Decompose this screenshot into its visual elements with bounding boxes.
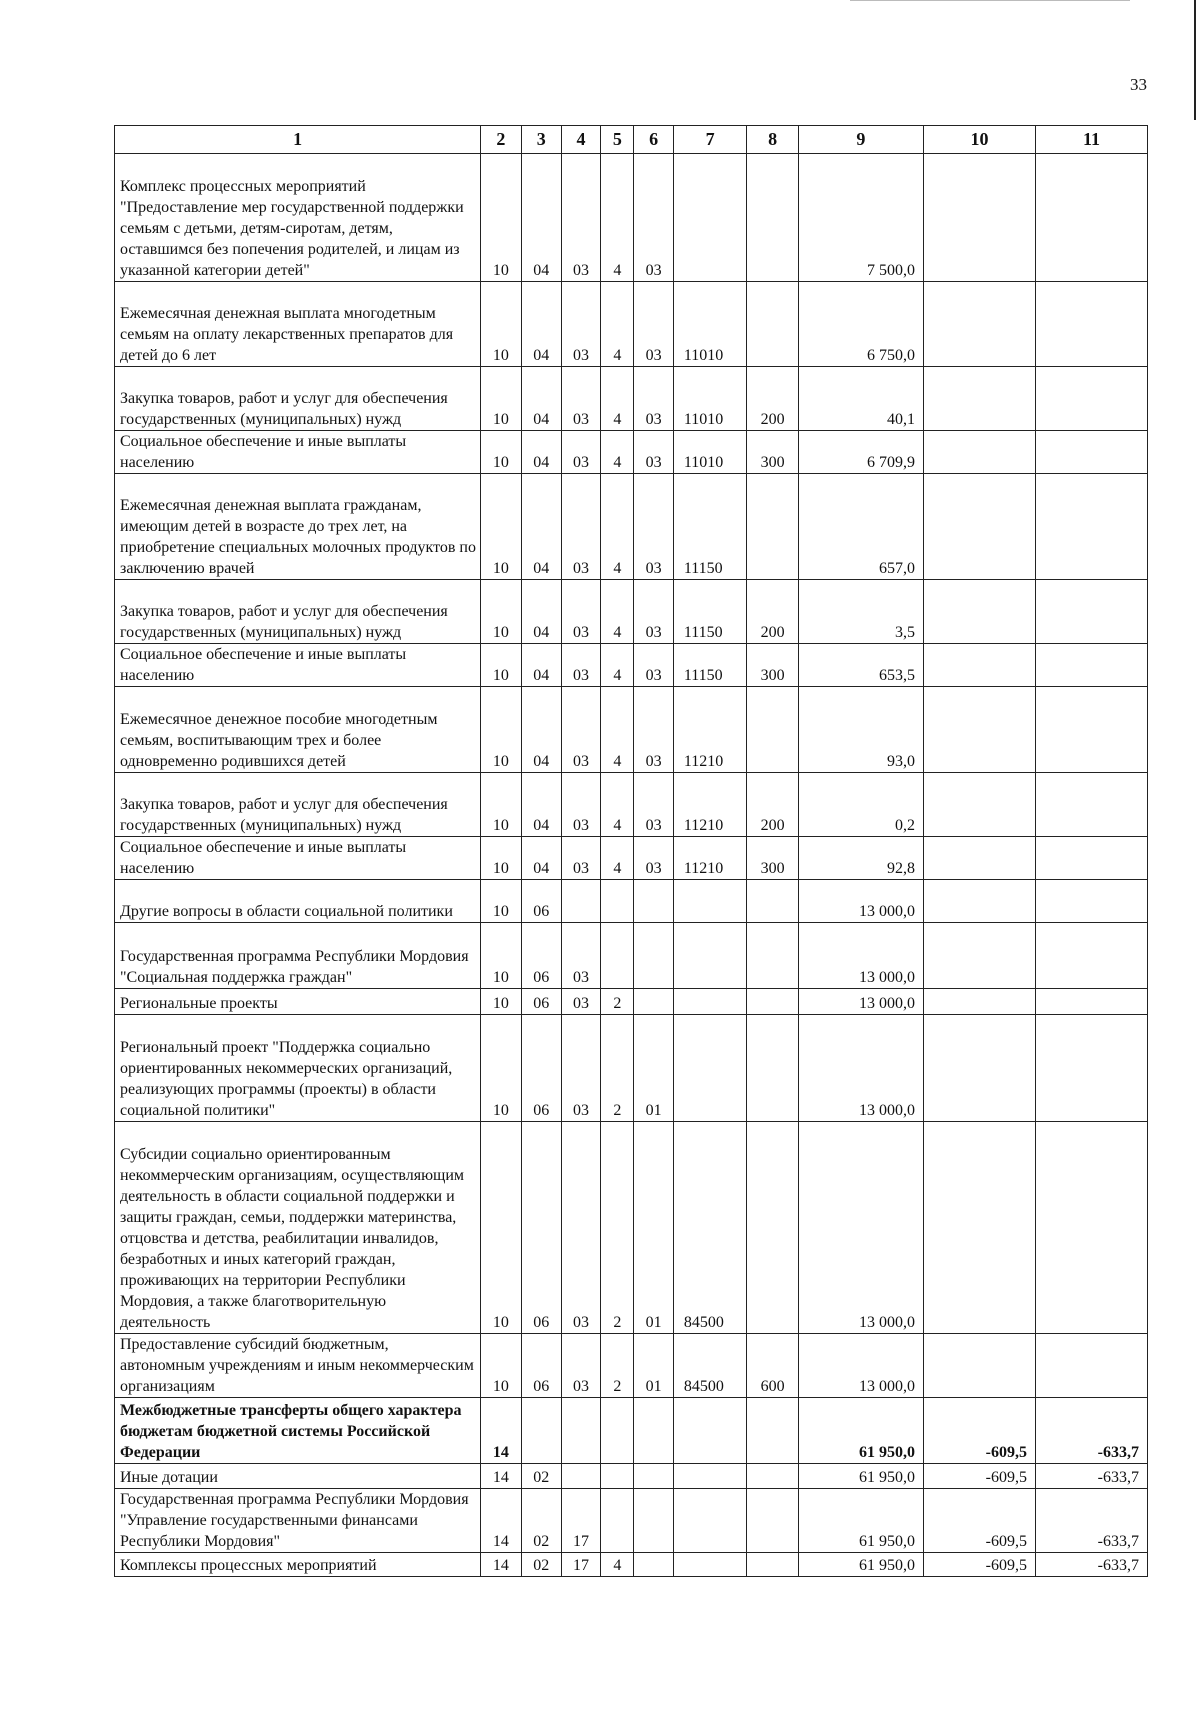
amount-cell: 6 709,9 [798, 431, 923, 474]
expense-type-cell [747, 1553, 798, 1577]
change-cell [1035, 644, 1147, 687]
change-cell [923, 1015, 1035, 1122]
change-cell: -633,7 [1035, 1398, 1147, 1464]
direction-code-cell: 11210 [673, 773, 747, 837]
change-cell [923, 923, 1035, 989]
direction-code-cell [673, 989, 747, 1015]
expense-type-cell: 300 [747, 837, 798, 880]
subsection-code-cell [521, 1398, 561, 1464]
structure-code-cell: 4 [601, 1553, 634, 1577]
change-cell [1035, 880, 1147, 923]
amount-cell: 653,5 [798, 644, 923, 687]
table-row [115, 1553, 1148, 1577]
subprogram-code-cell: 03 [634, 474, 673, 580]
subprogram-code-cell [634, 989, 673, 1015]
subsection-code-cell: 06 [521, 1334, 561, 1398]
section-code-cell: 14 [481, 1553, 521, 1577]
direction-code-cell [673, 923, 747, 989]
structure-code-cell: 4 [601, 837, 634, 880]
table-row [115, 1334, 1148, 1398]
amount-cell: 13 000,0 [798, 923, 923, 989]
table-row [115, 154, 1148, 282]
subprogram-code-cell [634, 1553, 673, 1577]
structure-code-cell [601, 1489, 634, 1553]
subsection-code-cell: 04 [521, 687, 561, 773]
structure-code-cell: 4 [601, 580, 634, 644]
subsection-code-cell: 04 [521, 474, 561, 580]
column-header: 7 [673, 126, 747, 154]
amount-cell: 61 950,0 [798, 1489, 923, 1553]
subprogram-code-cell: 03 [634, 773, 673, 837]
direction-code-cell [673, 154, 747, 282]
expense-type-cell [747, 687, 798, 773]
subprogram-code-cell [634, 1398, 673, 1464]
change-cell [923, 880, 1035, 923]
section-code-cell: 10 [481, 1122, 521, 1334]
column-header: 6 [634, 126, 673, 154]
change-cell [923, 367, 1035, 431]
change-cell [923, 1122, 1035, 1334]
expense-type-cell [747, 1464, 798, 1489]
change-cell [923, 474, 1035, 580]
row-name-cell: Региональные проекты [115, 989, 481, 1015]
subsection-code-cell: 04 [521, 367, 561, 431]
amount-cell: 93,0 [798, 687, 923, 773]
subsection-code-cell: 04 [521, 773, 561, 837]
section-code-cell: 10 [481, 837, 521, 880]
structure-code-cell: 2 [601, 989, 634, 1015]
section-code-cell: 10 [481, 580, 521, 644]
structure-code-cell: 4 [601, 773, 634, 837]
expense-type-cell [747, 1489, 798, 1553]
change-cell [923, 837, 1035, 880]
section-code-cell: 10 [481, 1334, 521, 1398]
budget-table [114, 125, 1148, 1577]
change-cell [1035, 474, 1147, 580]
row-name-cell: Государственная программа Республики Мордовия "Социальная поддержка граждан" [115, 923, 481, 989]
change-cell [923, 989, 1035, 1015]
table-row [115, 687, 1148, 773]
structure-code-cell [601, 1464, 634, 1489]
row-name-cell: Ежемесячная денежная выплата гражданам, имеющим детей в возрасте до трех лет, на приобретение специальных молочных продуктов по заключению врачей [115, 474, 481, 580]
subsection-code-cell: 02 [521, 1464, 561, 1489]
table-body [115, 154, 1148, 1577]
row-name-cell: Ежемесячное денежное пособие многодетным семьям, воспитывающим трех и более одновременно родившихся детей [115, 687, 481, 773]
expense-type-cell [747, 1398, 798, 1464]
direction-code-cell: 11150 [673, 580, 747, 644]
column-header: 9 [798, 126, 923, 154]
structure-code-cell: 4 [601, 154, 634, 282]
program-code-cell: 03 [561, 1334, 600, 1398]
row-name-cell: Другие вопросы в области социальной политики [115, 880, 481, 923]
expense-type-cell: 300 [747, 644, 798, 687]
section-code-cell: 10 [481, 1015, 521, 1122]
direction-code-cell: 11150 [673, 644, 747, 687]
change-cell [1035, 989, 1147, 1015]
program-code-cell [561, 880, 600, 923]
subsection-code-cell: 06 [521, 989, 561, 1015]
subsection-code-cell: 04 [521, 282, 561, 367]
subprogram-code-cell [634, 880, 673, 923]
column-header: 1 [115, 126, 481, 154]
section-code-cell: 10 [481, 282, 521, 367]
program-code-cell: 03 [561, 282, 600, 367]
amount-cell: 61 950,0 [798, 1398, 923, 1464]
subprogram-code-cell [634, 1464, 673, 1489]
table-row [115, 1015, 1148, 1122]
change-cell: -633,7 [1035, 1464, 1147, 1489]
structure-code-cell [601, 1398, 634, 1464]
expense-type-cell [747, 282, 798, 367]
row-name-cell: Комплексы процессных мероприятий [115, 1553, 481, 1577]
amount-cell: 13 000,0 [798, 880, 923, 923]
row-name-cell: Комплекс процессных мероприятий "Предоставление мер государственной поддержки семьям с детьми, детям-сиротам, детям, оставшимся без попечения родителей, и лицам из указанной категории детей" [115, 154, 481, 282]
change-cell: -609,5 [923, 1398, 1035, 1464]
subprogram-code-cell: 03 [634, 154, 673, 282]
table-row [115, 1489, 1148, 1553]
change-cell [1035, 773, 1147, 837]
change-cell [1035, 431, 1147, 474]
subprogram-code-cell: 03 [634, 431, 673, 474]
amount-cell: 61 950,0 [798, 1464, 923, 1489]
program-code-cell [561, 1398, 600, 1464]
direction-code-cell [673, 1553, 747, 1577]
table-header-row [115, 126, 1148, 154]
table-row [115, 1398, 1148, 1464]
direction-code-cell: 84500 [673, 1122, 747, 1334]
change-cell [1035, 1334, 1147, 1398]
row-name-cell: Закупка товаров, работ и услуг для обеспечения государственных (муниципальных) нужд [115, 773, 481, 837]
change-cell [1035, 580, 1147, 644]
section-code-cell: 10 [481, 773, 521, 837]
section-code-cell: 10 [481, 431, 521, 474]
subsection-code-cell: 02 [521, 1553, 561, 1577]
amount-cell: 13 000,0 [798, 1015, 923, 1122]
table-row [115, 431, 1148, 474]
program-code-cell: 03 [561, 580, 600, 644]
program-code-cell: 03 [561, 474, 600, 580]
structure-code-cell: 4 [601, 367, 634, 431]
column-header: 10 [923, 126, 1035, 154]
change-cell [1035, 687, 1147, 773]
section-code-cell: 10 [481, 474, 521, 580]
section-code-cell: 14 [481, 1398, 521, 1464]
table-row [115, 580, 1148, 644]
direction-code-cell: 11010 [673, 367, 747, 431]
expense-type-cell: 200 [747, 580, 798, 644]
change-cell [1035, 1015, 1147, 1122]
expense-type-cell: 200 [747, 367, 798, 431]
direction-code-cell: 11010 [673, 431, 747, 474]
subprogram-code-cell [634, 1489, 673, 1553]
program-code-cell: 03 [561, 1015, 600, 1122]
table-row [115, 644, 1148, 687]
subprogram-code-cell: 03 [634, 837, 673, 880]
change-cell: -633,7 [1035, 1553, 1147, 1577]
structure-code-cell: 4 [601, 644, 634, 687]
column-header: 5 [601, 126, 634, 154]
section-code-cell: 10 [481, 154, 521, 282]
table-row [115, 837, 1148, 880]
change-cell: -609,5 [923, 1553, 1035, 1577]
row-name-cell: Межбюджетные трансферты общего характера бюджетам бюджетной системы Российской Федерации [115, 1398, 481, 1464]
subsection-code-cell: 06 [521, 1122, 561, 1334]
expense-type-cell [747, 923, 798, 989]
row-name-cell: Социальное обеспечение и иные выплаты населению [115, 837, 481, 880]
subsection-code-cell: 04 [521, 431, 561, 474]
program-code-cell: 03 [561, 644, 600, 687]
program-code-cell: 03 [561, 923, 600, 989]
table-row [115, 773, 1148, 837]
structure-code-cell: 4 [601, 687, 634, 773]
change-cell [923, 431, 1035, 474]
structure-code-cell: 4 [601, 431, 634, 474]
program-code-cell: 17 [561, 1489, 600, 1553]
program-code-cell [561, 1464, 600, 1489]
row-name-cell: Государственная программа Республики Мордовия "Управление государственными финансами Республики Мордовия" [115, 1489, 481, 1553]
amount-cell: 61 950,0 [798, 1553, 923, 1577]
table-row [115, 367, 1148, 431]
column-header: 4 [561, 126, 600, 154]
expense-type-cell: 200 [747, 773, 798, 837]
section-code-cell: 10 [481, 687, 521, 773]
expense-type-cell [747, 1122, 798, 1334]
amount-cell: 13 000,0 [798, 1122, 923, 1334]
subsection-code-cell: 04 [521, 580, 561, 644]
section-code-cell: 10 [481, 923, 521, 989]
change-cell [1035, 837, 1147, 880]
change-cell: -609,5 [923, 1489, 1035, 1553]
program-code-cell: 03 [561, 154, 600, 282]
subprogram-code-cell: 03 [634, 282, 673, 367]
structure-code-cell: 2 [601, 1334, 634, 1398]
change-cell [923, 773, 1035, 837]
program-code-cell: 03 [561, 837, 600, 880]
section-code-cell: 14 [481, 1464, 521, 1489]
row-name-cell: Закупка товаров, работ и услуг для обеспечения государственных (муниципальных) нужд [115, 580, 481, 644]
expense-type-cell [747, 154, 798, 282]
section-code-cell: 10 [481, 644, 521, 687]
table-row [115, 282, 1148, 367]
change-cell [1035, 367, 1147, 431]
change-cell [1035, 154, 1147, 282]
program-code-cell: 03 [561, 431, 600, 474]
scan-artifact-right-edge [1194, 0, 1196, 120]
program-code-cell: 03 [561, 687, 600, 773]
subsection-code-cell: 06 [521, 923, 561, 989]
direction-code-cell: 84500 [673, 1334, 747, 1398]
row-name-cell: Предоставление субсидий бюджетным, автономным учреждениям и иным некоммерческим организациям [115, 1334, 481, 1398]
subsection-code-cell: 04 [521, 644, 561, 687]
expense-type-cell [747, 1015, 798, 1122]
subsection-code-cell: 02 [521, 1489, 561, 1553]
table-row [115, 880, 1148, 923]
program-code-cell: 03 [561, 989, 600, 1015]
direction-code-cell [673, 1489, 747, 1553]
amount-cell: 13 000,0 [798, 989, 923, 1015]
row-name-cell: Закупка товаров, работ и услуг для обеспечения государственных (муниципальных) нужд [115, 367, 481, 431]
table-row [115, 923, 1148, 989]
change-cell: -609,5 [923, 1464, 1035, 1489]
subprogram-code-cell: 03 [634, 367, 673, 431]
subsection-code-cell: 06 [521, 880, 561, 923]
subprogram-code-cell: 03 [634, 644, 673, 687]
program-code-cell: 17 [561, 1553, 600, 1577]
structure-code-cell: 4 [601, 474, 634, 580]
change-cell [923, 282, 1035, 367]
table-row [115, 474, 1148, 580]
subprogram-code-cell: 03 [634, 687, 673, 773]
table-row [115, 1464, 1148, 1489]
change-cell [923, 154, 1035, 282]
change-cell [923, 580, 1035, 644]
subprogram-code-cell: 03 [634, 580, 673, 644]
change-cell [1035, 923, 1147, 989]
amount-cell: 13 000,0 [798, 1334, 923, 1398]
change-cell: -633,7 [1035, 1489, 1147, 1553]
row-name-cell: Иные дотации [115, 1464, 481, 1489]
subprogram-code-cell: 01 [634, 1334, 673, 1398]
table-row [115, 989, 1148, 1015]
direction-code-cell: 11150 [673, 474, 747, 580]
expense-type-cell [747, 989, 798, 1015]
amount-cell: 6 750,0 [798, 282, 923, 367]
row-name-cell: Региональный проект "Поддержка социально ориентированных некоммерческих организаций, реализующих программы (проекты) в области социальной политики" [115, 1015, 481, 1122]
subsection-code-cell: 06 [521, 1015, 561, 1122]
change-cell [923, 1334, 1035, 1398]
program-code-cell: 03 [561, 773, 600, 837]
scan-artifact-top-line [850, 0, 1130, 1]
row-name-cell: Социальное обеспечение и иные выплаты населению [115, 644, 481, 687]
structure-code-cell [601, 923, 634, 989]
change-cell [923, 644, 1035, 687]
subprogram-code-cell [634, 923, 673, 989]
structure-code-cell [601, 880, 634, 923]
structure-code-cell: 2 [601, 1015, 634, 1122]
change-cell [1035, 282, 1147, 367]
structure-code-cell: 2 [601, 1122, 634, 1334]
subsection-code-cell: 04 [521, 154, 561, 282]
section-code-cell: 10 [481, 367, 521, 431]
amount-cell: 92,8 [798, 837, 923, 880]
program-code-cell: 03 [561, 1122, 600, 1334]
column-header: 11 [1035, 126, 1147, 154]
column-header: 2 [481, 126, 521, 154]
program-code-cell: 03 [561, 367, 600, 431]
amount-cell: 657,0 [798, 474, 923, 580]
table-row [115, 1122, 1148, 1334]
amount-cell: 3,5 [798, 580, 923, 644]
subprogram-code-cell: 01 [634, 1122, 673, 1334]
row-name-cell: Ежемесячная денежная выплата многодетным семьям на оплату лекарственных препаратов для детей до 6 лет [115, 282, 481, 367]
section-code-cell: 10 [481, 880, 521, 923]
subprogram-code-cell: 01 [634, 1015, 673, 1122]
amount-cell: 0,2 [798, 773, 923, 837]
column-header: 3 [521, 126, 561, 154]
amount-cell: 40,1 [798, 367, 923, 431]
row-name-cell: Субсидии социально ориентированным некоммерческим организациям, осуществляющим деятельность в области социальной поддержки и защиты граждан, семьи, поддержки материнства, отцовства и детства, реабилитации инвалидов, безработных и иных категорий граждан, проживающих на территории Республики Мордовия, а также благотворительную деятельность [115, 1122, 481, 1334]
direction-code-cell: 11210 [673, 687, 747, 773]
direction-code-cell [673, 1464, 747, 1489]
change-cell [1035, 1122, 1147, 1334]
amount-cell: 7 500,0 [798, 154, 923, 282]
section-code-cell: 10 [481, 989, 521, 1015]
expense-type-cell [747, 880, 798, 923]
subsection-code-cell: 04 [521, 837, 561, 880]
change-cell [923, 687, 1035, 773]
expense-type-cell: 600 [747, 1334, 798, 1398]
expense-type-cell [747, 474, 798, 580]
row-name-cell: Социальное обеспечение и иные выплаты населению [115, 431, 481, 474]
direction-code-cell [673, 880, 747, 923]
column-header: 8 [747, 126, 798, 154]
direction-code-cell [673, 1015, 747, 1122]
direction-code-cell: 11010 [673, 282, 747, 367]
direction-code-cell: 11210 [673, 837, 747, 880]
expense-type-cell: 300 [747, 431, 798, 474]
section-code-cell: 14 [481, 1489, 521, 1553]
page-number: 33 [1130, 75, 1147, 94]
structure-code-cell: 4 [601, 282, 634, 367]
direction-code-cell [673, 1398, 747, 1464]
